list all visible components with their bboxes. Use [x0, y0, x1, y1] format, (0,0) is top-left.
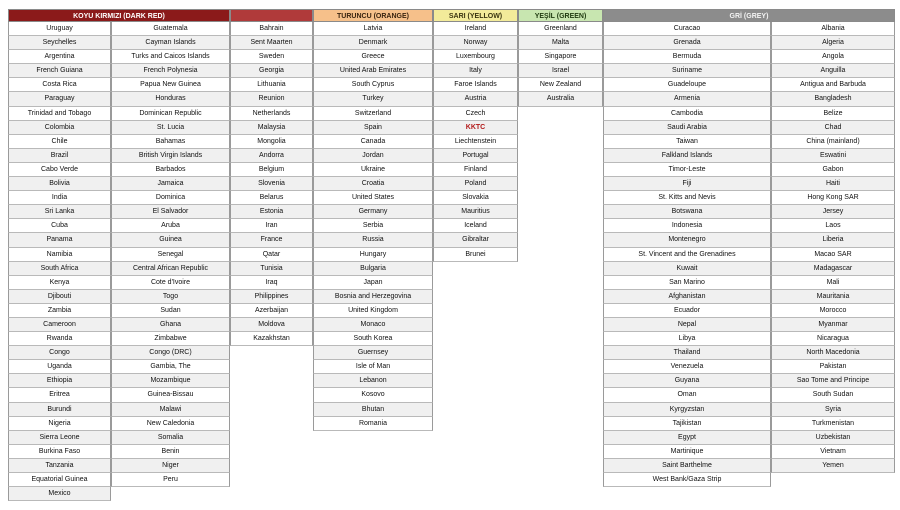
country-cell: Vietnam: [771, 445, 895, 459]
country-cell: KKTC: [433, 121, 518, 135]
country-cell: Portugal: [433, 149, 518, 163]
country-cell: Mauritania: [771, 290, 895, 304]
country-cell: United Arab Emirates: [313, 64, 433, 78]
country-cell: Germany: [313, 205, 433, 219]
country-cell: Bulgaria: [313, 262, 433, 276]
country-cell: Belarus: [230, 191, 313, 205]
country-cell: Thailand: [603, 346, 771, 360]
group-green: [518, 9, 603, 107]
country-cell: Faroe Islands: [433, 78, 518, 92]
country-cell: Slovakia: [433, 191, 518, 205]
country-cell: India: [8, 191, 111, 205]
country-cell: Armenia: [603, 92, 771, 106]
country-cell: Grenada: [603, 36, 771, 50]
country-cell: Canada: [313, 135, 433, 149]
country-cell: Czech: [433, 107, 518, 121]
country-cell: Saint Barthelme: [603, 459, 771, 473]
country-cell: Ukraine: [313, 163, 433, 177]
country-cell: Ghana: [111, 318, 230, 332]
country-cell: Uzbekistan: [771, 431, 895, 445]
group-dark-red: [8, 9, 230, 501]
group-columns-dark-red: [8, 22, 230, 501]
country-cell: Uruguay: [8, 22, 111, 36]
group-columns-red: [230, 22, 313, 346]
country-cell: Uganda: [8, 360, 111, 374]
country-cell: Poland: [433, 177, 518, 191]
country-cell: Greece: [313, 50, 433, 64]
country-cell: Turkey: [313, 92, 433, 106]
country-cell: New Zealand: [518, 78, 603, 92]
country-cell: Martinique: [603, 445, 771, 459]
country-cell: Ecuador: [603, 304, 771, 318]
country-cell: Gabon: [771, 163, 895, 177]
country-cell: Iran: [230, 219, 313, 233]
country-cell: Bahamas: [111, 135, 230, 149]
country-cell: Somalia: [111, 431, 230, 445]
country-cell: Dominican Republic: [111, 107, 230, 121]
country-cell: Guinea: [111, 233, 230, 247]
country-cell: Ireland: [433, 22, 518, 36]
country-cell: Austria: [433, 92, 518, 106]
country-cell: Guinea-Bissau: [111, 388, 230, 402]
country-cell: Tanzania: [8, 459, 111, 473]
country-cell: South Africa: [8, 262, 111, 276]
country-cell: Estonia: [230, 205, 313, 219]
country-cell: Gibraltar: [433, 233, 518, 247]
country-cell: Brazil: [8, 149, 111, 163]
country-cell: Antigua and Barbuda: [771, 78, 895, 92]
country-cell: Macao SAR: [771, 248, 895, 262]
country-cell: Papua New Guinea: [111, 78, 230, 92]
country-cell: Malaysia: [230, 121, 313, 135]
group-columns-grey: [603, 22, 895, 487]
country-cell: Libya: [603, 332, 771, 346]
country-cell: Falkland Islands: [603, 149, 771, 163]
country-cell: Georgia: [230, 64, 313, 78]
country-cell: Central African Republic: [111, 262, 230, 276]
country-cell: Djibouti: [8, 290, 111, 304]
country-cell: Togo: [111, 290, 230, 304]
country-cell: Saudi Arabia: [603, 121, 771, 135]
country-column: [771, 22, 895, 487]
country-cell: Sent Maarten: [230, 36, 313, 50]
country-cell: Sudan: [111, 304, 230, 318]
country-cell: Hong Kong SAR: [771, 191, 895, 205]
country-cell: Slovenia: [230, 177, 313, 191]
country-cell: Chile: [8, 135, 111, 149]
country-cell: Tunisia: [230, 262, 313, 276]
country-cell: Cabo Verde: [8, 163, 111, 177]
country-cell: Bolivia: [8, 177, 111, 191]
country-cell: San Marino: [603, 276, 771, 290]
country-cell: El Salvador: [111, 205, 230, 219]
country-cell: Belgium: [230, 163, 313, 177]
country-cell: Nepal: [603, 318, 771, 332]
country-cell: Qatar: [230, 248, 313, 262]
country-cell: Laos: [771, 219, 895, 233]
country-cell: Sweden: [230, 50, 313, 64]
country-cell: Peru: [111, 473, 230, 487]
country-cell: French Guiana: [8, 64, 111, 78]
country-cell: Pakistan: [771, 360, 895, 374]
group-header-grey: GRİ (GREY): [603, 9, 895, 22]
country-cell: Andorra: [230, 149, 313, 163]
country-cell: Haiti: [771, 177, 895, 191]
country-cell: Bermuda: [603, 50, 771, 64]
group-columns-green: [518, 22, 603, 107]
country-cell: North Macedonia: [771, 346, 895, 360]
country-cell: Mongolia: [230, 135, 313, 149]
country-cell: France: [230, 233, 313, 247]
country-cell: Luxembourg: [433, 50, 518, 64]
country-cell: Finland: [433, 163, 518, 177]
country-cell: Aruba: [111, 219, 230, 233]
country-cell: Paraguay: [8, 92, 111, 106]
country-cell: British Virgin Islands: [111, 149, 230, 163]
country-cell: Kyrgyzstan: [603, 403, 771, 417]
country-cell: West Bank/Gaza Strip: [603, 473, 771, 487]
country-cell: Sri Lanka: [8, 205, 111, 219]
country-cell: Namibia: [8, 248, 111, 262]
country-cell: Bangladesh: [771, 92, 895, 106]
country-cell: Hungary: [313, 248, 433, 262]
country-cell: Cambodia: [603, 107, 771, 121]
country-cell: Liberia: [771, 233, 895, 247]
country-column: [230, 22, 313, 346]
group-header-red: [230, 9, 313, 22]
group-grey: [603, 9, 895, 487]
country-cell: Anguilla: [771, 64, 895, 78]
country-cell: Serbia: [313, 219, 433, 233]
country-cell: Lebanon: [313, 374, 433, 388]
country-column: [313, 22, 433, 431]
country-cell: Kosovo: [313, 388, 433, 402]
country-cell: Madagascar: [771, 262, 895, 276]
country-cell: Reunion: [230, 92, 313, 106]
country-cell: Spain: [313, 121, 433, 135]
country-cell: Isle of Man: [313, 360, 433, 374]
country-cell: Bhutan: [313, 403, 433, 417]
country-cell: Bahrain: [230, 22, 313, 36]
country-cell: Niger: [111, 459, 230, 473]
country-column: [518, 22, 603, 107]
country-cell: Sierra Leone: [8, 431, 111, 445]
country-cell: Latvia: [313, 22, 433, 36]
country-cell: Fiji: [603, 177, 771, 191]
country-cell: Singapore: [518, 50, 603, 64]
country-cell: Switzerland: [313, 107, 433, 121]
country-cell: Sao Tome and Principe: [771, 374, 895, 388]
country-column: [8, 22, 111, 501]
country-cell: Oman: [603, 388, 771, 402]
country-cell: Curacao: [603, 22, 771, 36]
country-cell: Mozambique: [111, 374, 230, 388]
country-cell: Belize: [771, 107, 895, 121]
country-cell: Montenegro: [603, 233, 771, 247]
country-cell: French Polynesia: [111, 64, 230, 78]
country-cell: Japan: [313, 276, 433, 290]
country-cell: Angola: [771, 50, 895, 64]
country-cell: Lithuania: [230, 78, 313, 92]
country-cell: Chad: [771, 121, 895, 135]
group-columns-orange: [313, 22, 433, 431]
country-cell: Taiwan: [603, 135, 771, 149]
country-cell: Gambia, The: [111, 360, 230, 374]
country-cell: Kenya: [8, 276, 111, 290]
country-cell: Moldova: [230, 318, 313, 332]
country-column: [603, 22, 771, 487]
country-cell: Morocco: [771, 304, 895, 318]
country-cell: Greenland: [518, 22, 603, 36]
country-cell: Dominica: [111, 191, 230, 205]
country-cell: South Korea: [313, 332, 433, 346]
country-cell: Botswana: [603, 205, 771, 219]
group-orange: [313, 9, 433, 431]
country-cell: Barbados: [111, 163, 230, 177]
country-cell: Jersey: [771, 205, 895, 219]
country-cell: Mexico: [8, 487, 111, 501]
country-cell: Liechtenstein: [433, 135, 518, 149]
country-cell: Turks and Caicos Islands: [111, 50, 230, 64]
country-cell: Costa Rica: [8, 78, 111, 92]
country-cell: Mauritius: [433, 205, 518, 219]
country-cell: Nicaragua: [771, 332, 895, 346]
country-cell: Indonesia: [603, 219, 771, 233]
country-cell: Guyana: [603, 374, 771, 388]
country-cell: Romania: [313, 417, 433, 431]
country-cell: Trinidad and Tobago: [8, 107, 111, 121]
country-cell: Iraq: [230, 276, 313, 290]
group-red: [230, 9, 313, 346]
country-cell: Argentina: [8, 50, 111, 64]
country-cell: Rwanda: [8, 332, 111, 346]
group-yellow: [433, 9, 518, 262]
country-cell: Jamaica: [111, 177, 230, 191]
country-cell: South Sudan: [771, 388, 895, 402]
country-cell: Guernsey: [313, 346, 433, 360]
country-cell: St. Vincent and the Grenadines: [603, 248, 771, 262]
country-cell: Timor-Leste: [603, 163, 771, 177]
country-cell: Suriname: [603, 64, 771, 78]
country-cell: Yemen: [771, 459, 895, 473]
country-cell: Algeria: [771, 36, 895, 50]
country-cell: Malta: [518, 36, 603, 50]
country-cell: Italy: [433, 64, 518, 78]
group-header-green: YEŞİL (GREEN): [518, 9, 603, 22]
country-cell: Azerbaijan: [230, 304, 313, 318]
country-cell: Eswatini: [771, 149, 895, 163]
country-cell: Israel: [518, 64, 603, 78]
country-column: [111, 22, 230, 501]
country-cell: China (mainland): [771, 135, 895, 149]
country-cell: Philippines: [230, 290, 313, 304]
country-cell: Norway: [433, 36, 518, 50]
country-cell: Equatorial Guinea: [8, 473, 111, 487]
country-cell: Bosnia and Herzegovina: [313, 290, 433, 304]
country-cell: Myanmar: [771, 318, 895, 332]
country-cell: Senegal: [111, 248, 230, 262]
country-cell: Ethiopia: [8, 374, 111, 388]
country-cell: Syria: [771, 403, 895, 417]
group-header-yellow: SARI (YELLOW): [433, 9, 518, 22]
country-cell: Kazakhstan: [230, 332, 313, 346]
country-cell: Benin: [111, 445, 230, 459]
country-cell: St. Lucia: [111, 121, 230, 135]
country-cell: South Cyprus: [313, 78, 433, 92]
country-cell: Netherlands: [230, 107, 313, 121]
group-columns-yellow: [433, 22, 518, 262]
country-cell: Nigeria: [8, 417, 111, 431]
country-cell: Malawi: [111, 403, 230, 417]
country-cell: Cayman Islands: [111, 36, 230, 50]
country-cell: Colombia: [8, 121, 111, 135]
country-cell: Zambia: [8, 304, 111, 318]
country-cell: Cameroon: [8, 318, 111, 332]
country-cell: United States: [313, 191, 433, 205]
country-cell: Venezuela: [603, 360, 771, 374]
country-cell: Burkina Faso: [8, 445, 111, 459]
country-cell: Russia: [313, 233, 433, 247]
country-cell: Congo: [8, 346, 111, 360]
country-cell: Cote d'Ivoire: [111, 276, 230, 290]
country-cell: Brunei: [433, 248, 518, 262]
country-cell: New Caledonia: [111, 417, 230, 431]
country-cell: Guadeloupe: [603, 78, 771, 92]
group-header-dark-red: KOYU KIRMIZI (DARK RED): [8, 9, 230, 22]
country-cell: Seychelles: [8, 36, 111, 50]
country-column: [433, 22, 518, 262]
country-cell: Iceland: [433, 219, 518, 233]
country-cell: Australia: [518, 92, 603, 106]
country-cell: Albania: [771, 22, 895, 36]
country-cell: Tajikistan: [603, 417, 771, 431]
country-cell: Turkmenistan: [771, 417, 895, 431]
country-cell: Kuwait: [603, 262, 771, 276]
country-cell: Eritrea: [8, 388, 111, 402]
country-cell: Guatemala: [111, 22, 230, 36]
country-cell: Panama: [8, 233, 111, 247]
group-header-orange: TURUNCU (ORANGE): [313, 9, 433, 22]
country-cell: Croatia: [313, 177, 433, 191]
country-cell: St. Kitts and Nevis: [603, 191, 771, 205]
country-cell: Honduras: [111, 92, 230, 106]
country-cell: Jordan: [313, 149, 433, 163]
country-cell: Egypt: [603, 431, 771, 445]
country-cell: Afghanistan: [603, 290, 771, 304]
country-cell: Denmark: [313, 36, 433, 50]
country-cell: Burundi: [8, 403, 111, 417]
country-cell: United Kingdom: [313, 304, 433, 318]
country-cell: Monaco: [313, 318, 433, 332]
country-cell: Zimbabwe: [111, 332, 230, 346]
country-cell: Cuba: [8, 219, 111, 233]
country-cell: Congo (DRC): [111, 346, 230, 360]
country-cell: Mali: [771, 276, 895, 290]
